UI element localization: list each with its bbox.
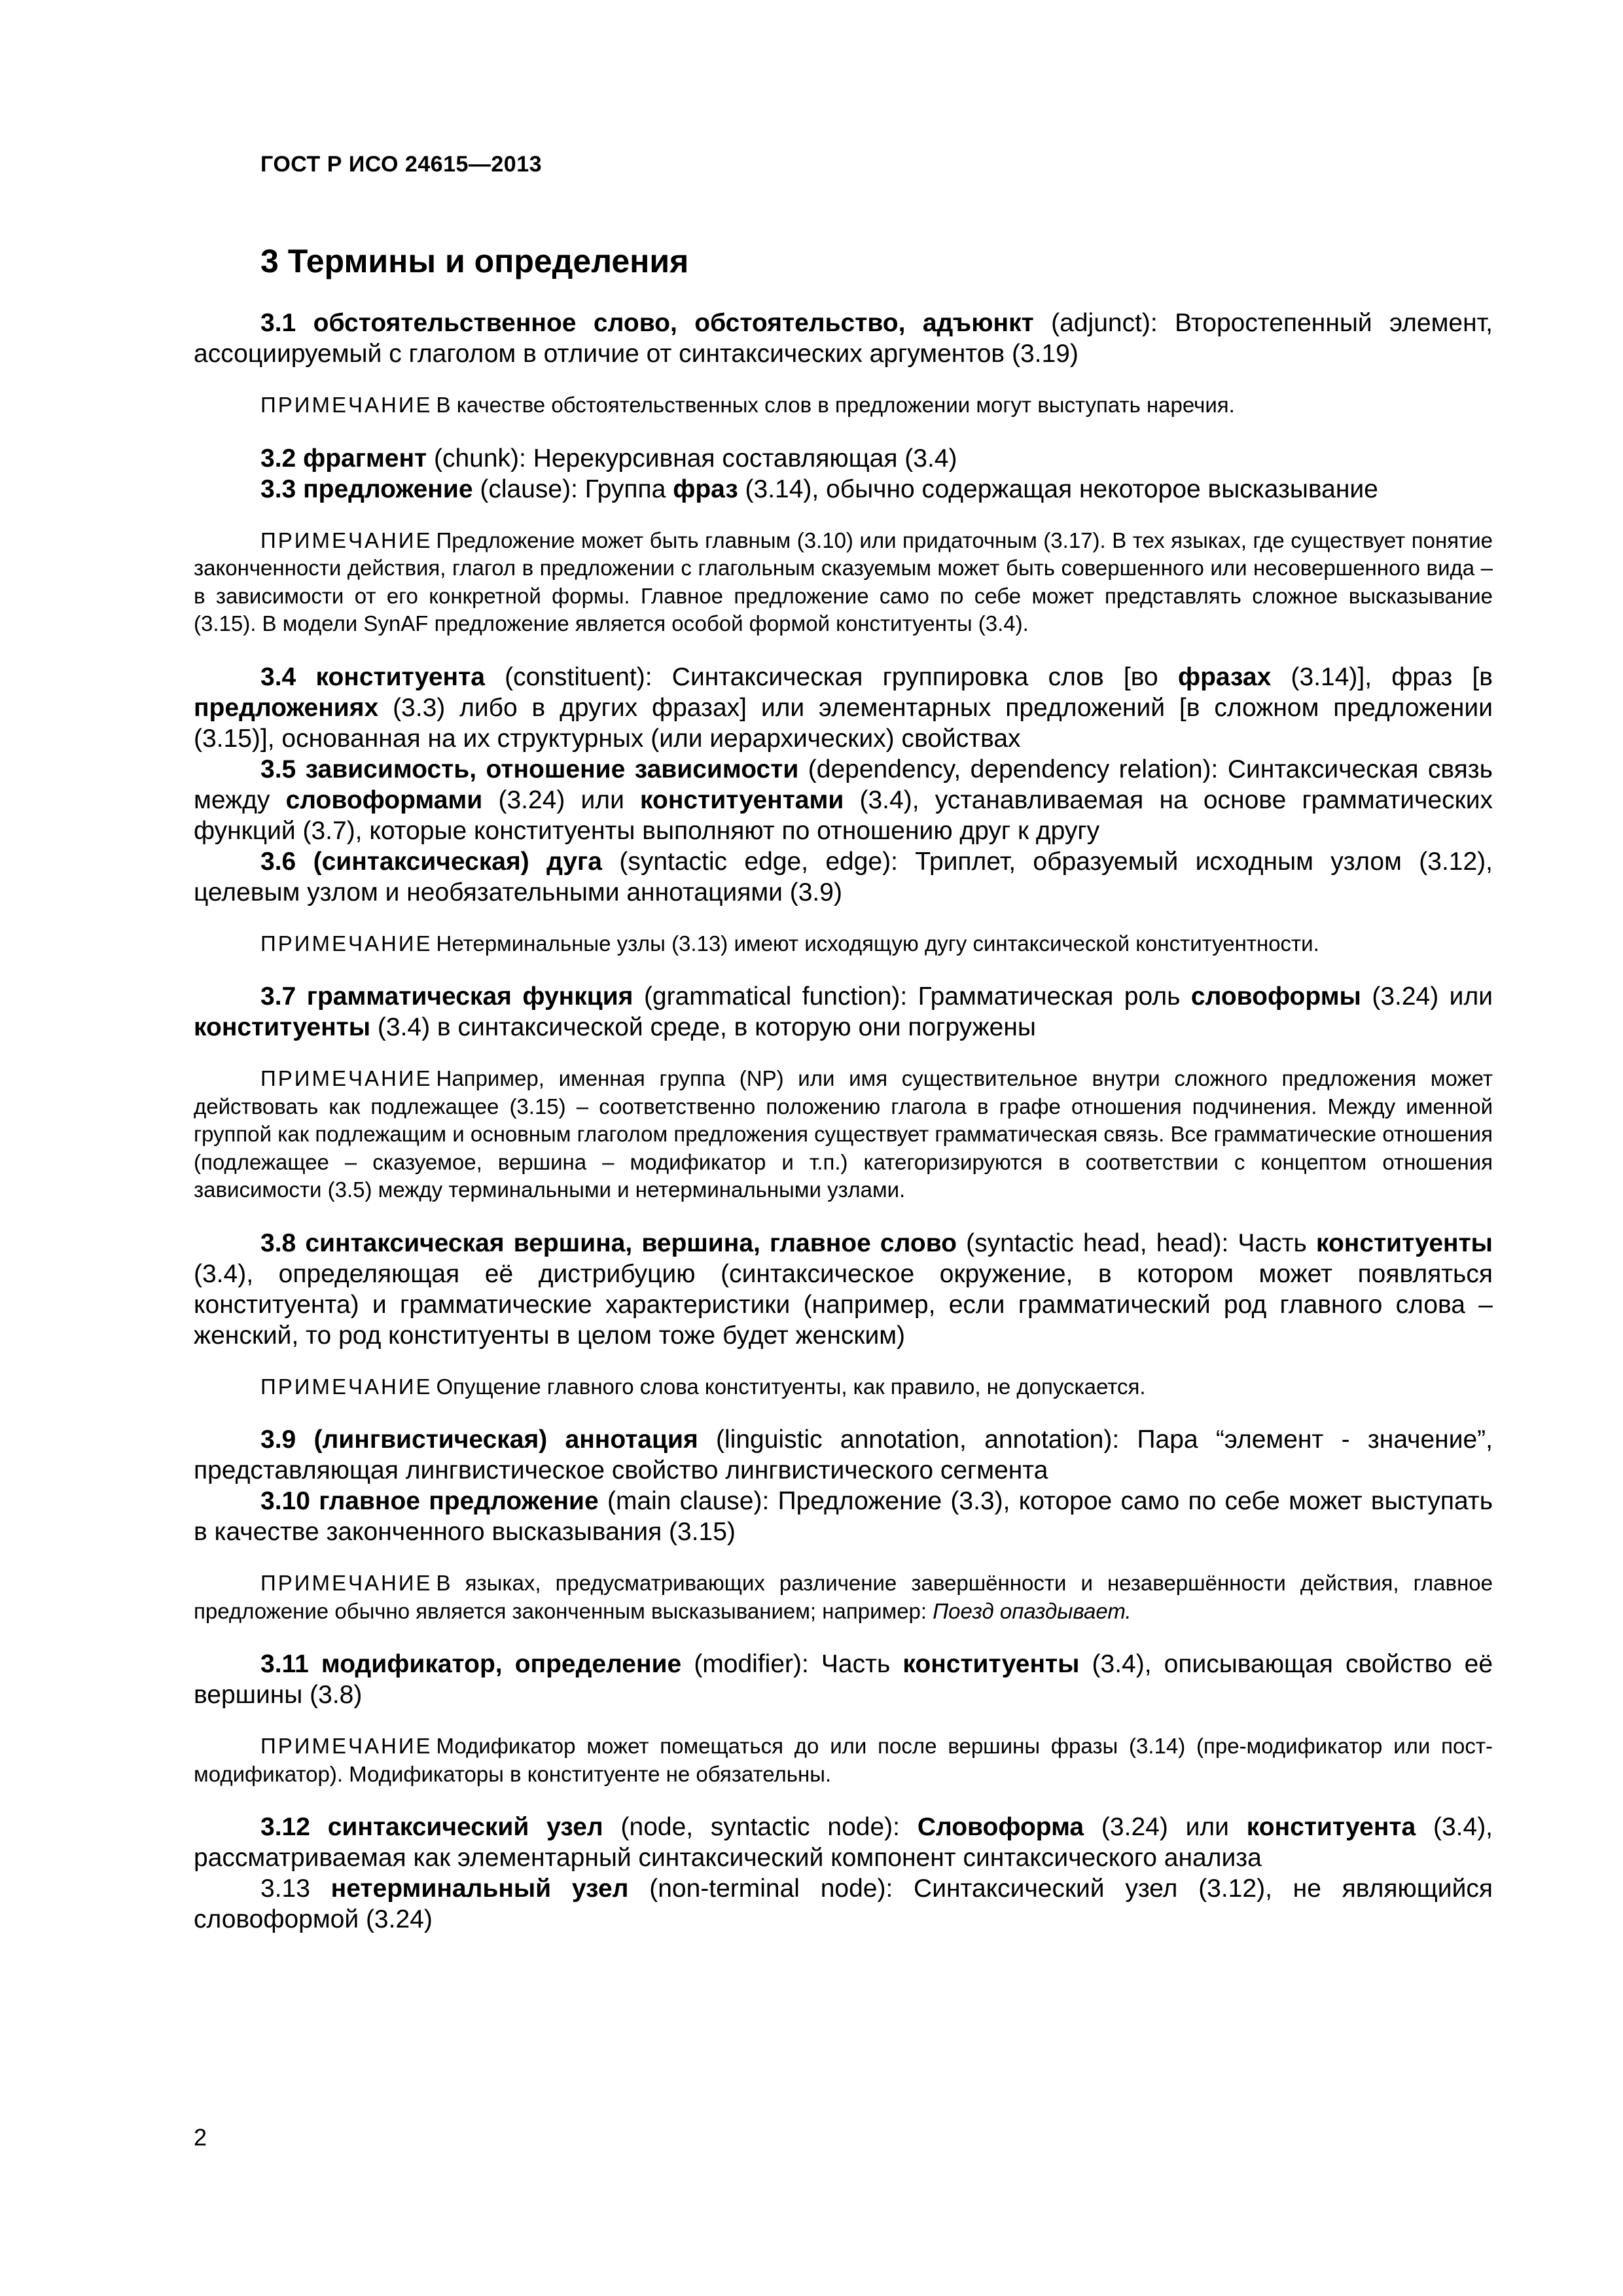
term-number: 3.10 xyxy=(260,1487,310,1515)
term-3-8 xyxy=(194,1228,1493,1351)
term-3-3 xyxy=(194,474,1493,505)
term-definition: : xyxy=(893,1813,918,1841)
term-reference: словоформами xyxy=(285,785,483,814)
note-label: ПРИМЕЧАНИЕ xyxy=(260,1734,433,1758)
term-definition: : Триплет, образуемый исходным узлом (3.12), целевым узлом и необязательными аннотациями (3.9) xyxy=(194,847,1493,906)
term-reference: конституенты xyxy=(902,1650,1080,1678)
note-3-7 xyxy=(194,1065,1493,1204)
term-english: (syntactic head, head) xyxy=(966,1229,1222,1257)
note-3-1 xyxy=(194,391,1493,420)
term-definition: : Грамматическая роль xyxy=(900,982,1191,1011)
term-number: 3.4 xyxy=(260,662,296,691)
term-number: 3.8 xyxy=(260,1229,296,1257)
term-number: 3.1 xyxy=(260,309,296,337)
note-text: Нетерминальные узлы (3.13) имеют исходящую дугу синтаксической конституентности. xyxy=(436,931,1319,956)
term-definition: (3.3) либо в других фразах] или элементарных предложений [в сложном предложении (3.15)], основанная на их структурных (или иерархических) свойствах xyxy=(194,693,1493,753)
term-number: 3.2 xyxy=(260,444,296,473)
term-english: (grammatical function) xyxy=(643,982,901,1011)
term-definition: : Пара “элемент - значение”, представляющая лингвистическое свойство лингвистического сегмента xyxy=(194,1426,1493,1484)
term-3-7 xyxy=(194,981,1493,1043)
term-reference: словоформы xyxy=(1190,982,1361,1011)
note-text: Например, именная группа (NP) или имя существительное внутри сложного предложения может действовать как подлежащее (3.15) – соответственно положению глагола в графе отношения подчинения. Между именной группой как подлежащим и основным глаголом предложения существует грамматическая связь. Все грамматические отношения (подлежащее – сказуемое, вершина – модификатор и т.п.) категоризируются в соответствии с концептом отношения зависимости (3.5) между терминальными и нетерминальными узлами. xyxy=(194,1066,1493,1202)
term-definition: (3.4), рассматриваемая как элементарный синтаксический компонент синтаксического анализа xyxy=(194,1813,1493,1872)
term-definition: : Второстепенный элемент, ассоциируемый с глаголом в отличие от синтаксических аргументов (3.19) xyxy=(194,309,1493,368)
term-english: (syntactic edge, edge) xyxy=(619,847,891,876)
note-label: ПРИМЕЧАНИЕ xyxy=(260,931,433,956)
term-3-10 xyxy=(194,1486,1493,1547)
term-3-12 xyxy=(194,1812,1493,1873)
term-number: 3.12 xyxy=(260,1813,310,1841)
term-english: (main clause) xyxy=(607,1487,762,1515)
note-3-6 xyxy=(194,930,1493,958)
term-reference: конституенты xyxy=(194,1013,371,1041)
term-reference: фраз xyxy=(673,475,738,503)
note-text: Предложение может быть главным (3.10) или придаточным (3.17). В тех языках, где существует понятие законченности действия, глагол в предложении с глагольным сказуемым может быть совершенного или несовершенного вида – в зависимости от его конкретной формы. Главное предложение само по себе может представлять сложное высказывание (3.15). В модели SynAF предложение является особой формой конституенты (3.4). xyxy=(194,528,1493,636)
note-label: ПРИМЕЧАНИЕ xyxy=(260,1571,433,1595)
term-definition: : Синтаксическая связь между xyxy=(194,755,1493,814)
term-number: 3.3 xyxy=(260,475,296,503)
page-number: 2 xyxy=(194,2124,207,2151)
term-title: нетерминальный узел xyxy=(330,1874,629,1903)
term-definition: : Синтаксический узел (3.12), не являющийся словоформой (3.24) xyxy=(194,1874,1493,1933)
term-3-6 xyxy=(194,846,1493,908)
term-definition: : Нерекурсивная составляющая (3.4) xyxy=(519,444,957,473)
note-3-11 xyxy=(194,1732,1493,1788)
term-title: фрагмент xyxy=(303,444,427,473)
term-title: (лингвистическая) аннотация xyxy=(313,1426,698,1454)
term-reference: конституента xyxy=(1246,1813,1416,1841)
note-3-10 xyxy=(194,1570,1493,1625)
term-reference: фразах xyxy=(1177,662,1272,691)
term-reference: конституентами xyxy=(640,785,844,814)
term-number: 3.11 xyxy=(260,1650,309,1678)
terms-list xyxy=(194,308,1493,1935)
term-title: предложение xyxy=(303,475,473,503)
term-english: (non-terminal node) xyxy=(649,1874,886,1903)
term-english: (adjunct) xyxy=(1051,309,1150,337)
term-title: обстоятельственное слово, обстоятельство, адъюнкт xyxy=(313,309,1034,337)
term-english: (linguistic annotation, annotation) xyxy=(716,1426,1113,1454)
document-header: ГОСТ Р ИСО 24615—2013 xyxy=(260,152,543,177)
term-3-2 xyxy=(194,443,1493,474)
note-text: В качестве обстоятельственных слов в предложении могут выступать наречия. xyxy=(436,393,1235,417)
note-3-3 xyxy=(194,527,1493,638)
term-reference: конституенты xyxy=(1315,1229,1493,1257)
term-3-9 xyxy=(194,1424,1493,1486)
note-text: Модификатор может помещаться до или после вершины фразы (3.14) (пре-модификатор или пост-модификатор). Модификаторы в конституенте не обязательны. xyxy=(194,1734,1493,1786)
term-title: (синтаксическая) дуга xyxy=(313,847,602,876)
term-3-11 xyxy=(194,1649,1493,1710)
term-title: синтаксическая вершина, вершина, главное слово xyxy=(305,1229,957,1257)
term-definition: (3.4), определяющая её дистрибуцию (синтаксическое окружение, в котором может появляться конституента) и грамматические характеристики (например, если грамматический род главного слова – женский, то род конституенты в целом тоже будет женским) xyxy=(194,1259,1493,1350)
term-english: (chunk) xyxy=(433,444,520,473)
term-definition: : Часть xyxy=(1221,1229,1316,1257)
term-reference: Словоформа xyxy=(917,1813,1084,1841)
term-reference: предложениях xyxy=(194,693,379,722)
note-label: ПРИМЕЧАНИЕ xyxy=(260,1374,433,1399)
note-text: Опущение главного слова конституенты, как правило, не допускается. xyxy=(436,1374,1146,1399)
term-english: (clause) xyxy=(480,475,571,503)
term-definition: (3.24) или xyxy=(482,785,641,814)
term-number: 3.9 xyxy=(260,1426,296,1454)
term-number: 3.5 xyxy=(260,755,296,783)
term-definition: : Группа xyxy=(571,475,673,503)
note-label: ПРИМЕЧАНИЕ xyxy=(260,1066,433,1090)
term-title: конституента xyxy=(315,662,485,691)
term-title: грамматическая функция xyxy=(306,982,633,1011)
term-3-5 xyxy=(194,754,1493,846)
note-label: ПРИМЕЧАНИЕ xyxy=(260,528,433,552)
note-label: ПРИМЕЧАНИЕ xyxy=(260,393,433,417)
term-number: 3.6 xyxy=(260,847,296,876)
term-3-1 xyxy=(194,308,1493,369)
term-english: (node, syntactic node) xyxy=(620,1813,893,1841)
note-3-8 xyxy=(194,1373,1493,1401)
term-number: 3.7 xyxy=(260,982,296,1011)
term-title: зависимость, отношение зависимости xyxy=(305,755,799,783)
note-example: Поезд опаздывает. xyxy=(933,1598,1132,1623)
term-number: 3.13 xyxy=(260,1874,310,1903)
term-3-13 xyxy=(194,1873,1493,1935)
term-definition: (3.4), описывающая свойство её вершины (3.8) xyxy=(194,1650,1493,1709)
term-title: модификатор, определение xyxy=(321,1650,682,1678)
term-definition: : Синтаксическая группировка слов [во xyxy=(645,662,1178,691)
term-title: главное предложение xyxy=(319,1487,599,1515)
term-3-4 xyxy=(194,662,1493,754)
section-title: 3 Термины и определения xyxy=(260,243,689,279)
term-title: синтаксический узел xyxy=(327,1813,603,1841)
term-definition: (3.4) в синтаксической среде, в которую они погружены xyxy=(370,1013,1036,1041)
term-english: (dependency, dependency relation) xyxy=(808,755,1211,783)
term-definition: (3.24) или xyxy=(1361,982,1493,1011)
term-definition: : Часть xyxy=(802,1650,903,1678)
term-definition: (3.4), устанавливаемая на основе грамматических функций (3.7), которые конституенты выполняют по отношению друг к другу xyxy=(194,785,1493,845)
term-definition: (3.24) или xyxy=(1084,1813,1247,1841)
term-definition: : Предложение (3.3), которое само по себе может выступать в качестве законченного высказывания (3.15) xyxy=(194,1487,1493,1546)
note-text: В языках, предусматривающих различение завершённости и незавершённости действия, главное предложение обычно является законченным высказыванием; например: xyxy=(194,1571,1493,1623)
term-english: (modifier) xyxy=(694,1650,802,1678)
term-definition: (3.14)], фраз [в xyxy=(1271,662,1493,691)
term-definition: (3.14), обычно содержащая некоторое высказывание xyxy=(738,475,1378,503)
term-english: (constituent) xyxy=(505,662,645,691)
